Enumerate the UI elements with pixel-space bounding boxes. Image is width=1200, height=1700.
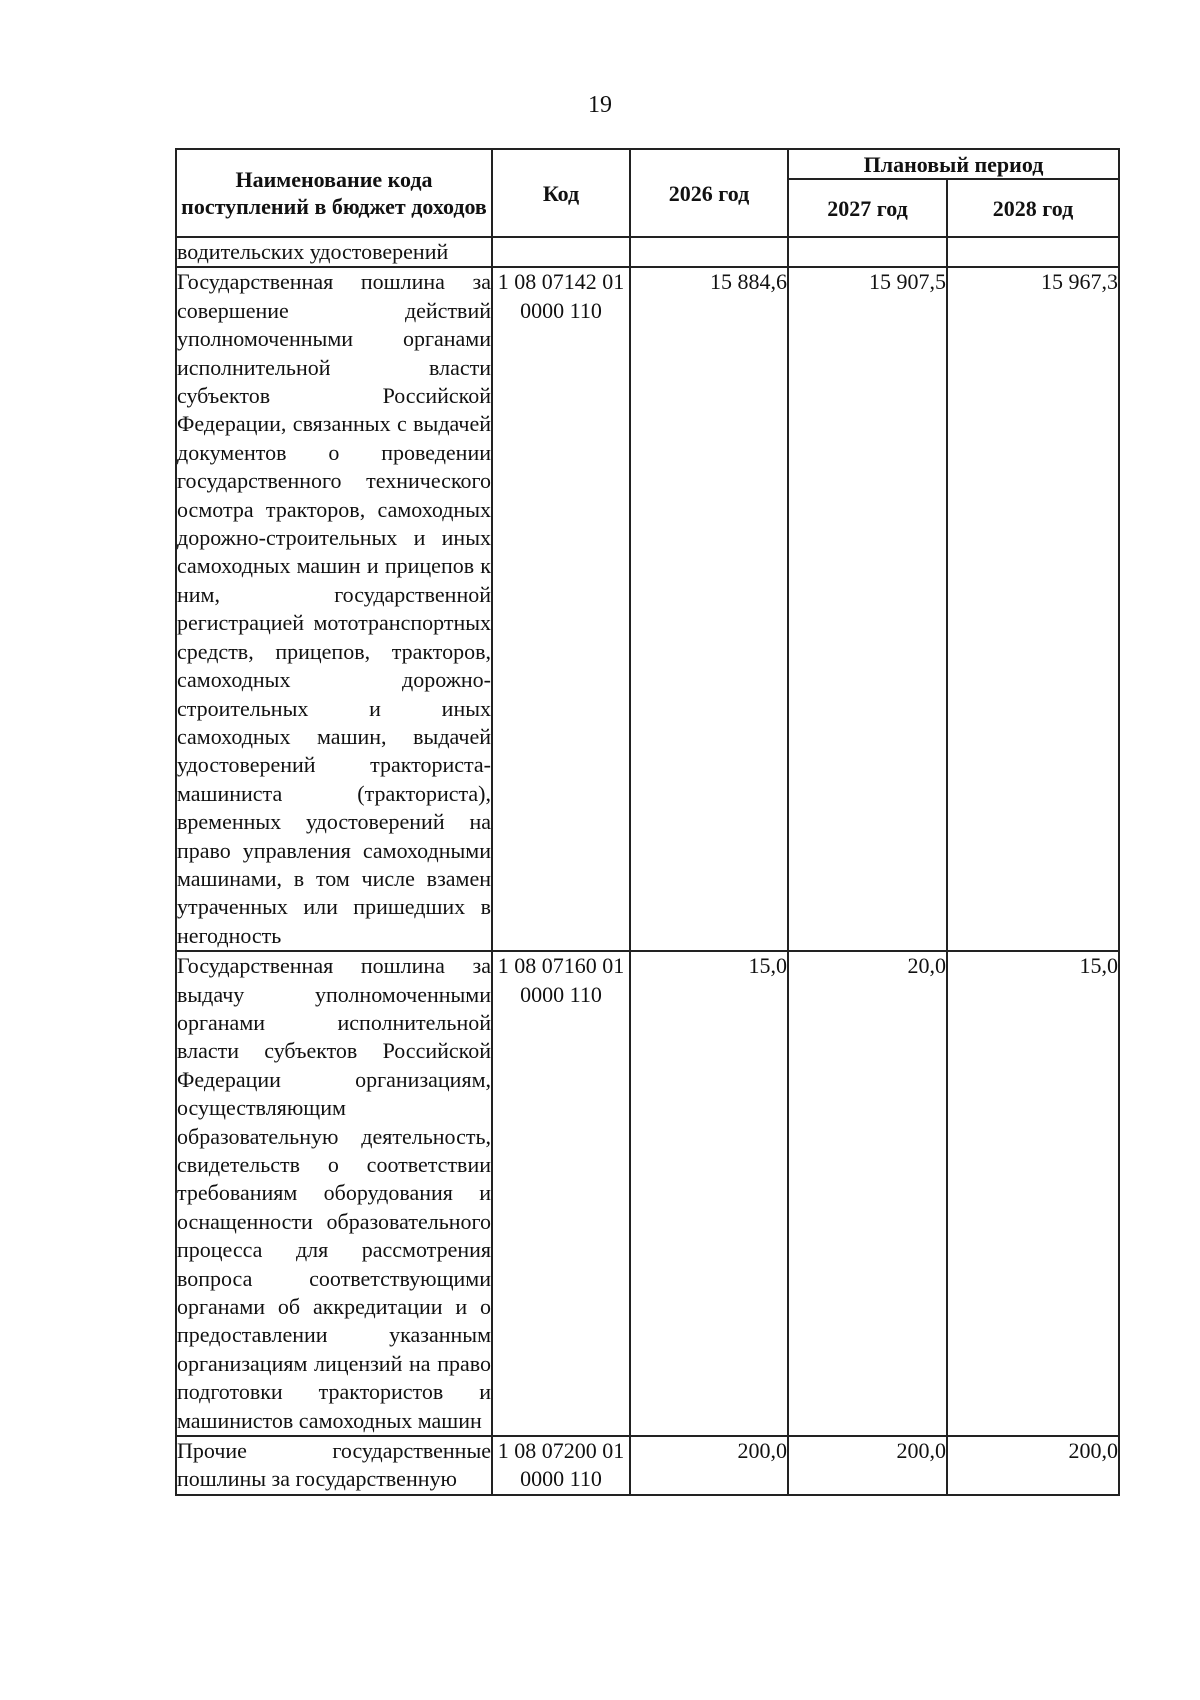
row-name: Государственная пошлина за выдачу уполномоченными органами исполнительной власти субъектов Российской Федерации организациям, осуществляющим образовательную деятельность, свидетельств о соответствии требованиям оборудования и оснащенности образовательного процесса для рассмотрения вопроса соответствующими органами об аккредитации и о предоставлении указанным организациям лицензий на право подготовки трактористов и машинистов самоходных машин — [176, 951, 492, 1436]
row-code: 1 08 07200 01 0000 110 — [492, 1436, 630, 1495]
row-value-2028: 15,0 — [947, 951, 1119, 1436]
table-row — [176, 237, 1119, 267]
row-code: 1 08 07142 01 0000 110 — [492, 267, 630, 951]
row-value-2028 — [947, 237, 1119, 267]
table-row — [176, 1436, 1119, 1495]
page-number: 19 — [588, 92, 612, 118]
header-2027: 2027 год — [788, 179, 947, 237]
row-value-2026 — [630, 237, 788, 267]
row-value-2028: 200,0 — [947, 1436, 1119, 1495]
row-code: 1 08 07160 01 0000 110 — [492, 951, 630, 1436]
header-2026: 2026 год — [630, 149, 788, 237]
header-code: Код — [492, 149, 630, 237]
row-value-2027: 15 907,5 — [788, 267, 947, 951]
header-planned-period: Плановый период — [788, 149, 1119, 179]
row-value-2028: 15 967,3 — [947, 267, 1119, 951]
row-value-2026: 200,0 — [630, 1436, 788, 1495]
table-row — [176, 951, 1119, 1436]
row-value-2027 — [788, 237, 947, 267]
row-code — [492, 237, 630, 267]
table-row — [176, 267, 1119, 951]
revenue-table — [175, 148, 1120, 1496]
row-name: Прочие государственные пошлины за государственную — [176, 1436, 492, 1495]
row-name: водительских удостоверений — [176, 237, 492, 267]
row-name: Государственная пошлина за совершение действий уполномоченными органами исполнительной власти субъектов Российской Федерации, связанных с выдачей документов о проведении государственного технического осмотра тракторов, самоходных дорожно-строительных и иных самоходных машин и прицепов к ним, государственной регистрацией мототранспортных средств, прицепов, тракторов, самоходных дорожно-строительных и иных самоходных машин, выдачей удостоверений тракториста-машиниста (тракториста), временных удостоверений на право управления самоходными машинами, в том числе взамен утраченных или пришедших в негодность — [176, 267, 492, 951]
row-value-2027: 20,0 — [788, 951, 947, 1436]
row-value-2027: 200,0 — [788, 1436, 947, 1495]
row-value-2026: 15 884,6 — [630, 267, 788, 951]
row-value-2026: 15,0 — [630, 951, 788, 1436]
header-2028: 2028 год — [947, 179, 1119, 237]
header-name: Наименование кода поступлений в бюджет доходов — [176, 149, 492, 237]
